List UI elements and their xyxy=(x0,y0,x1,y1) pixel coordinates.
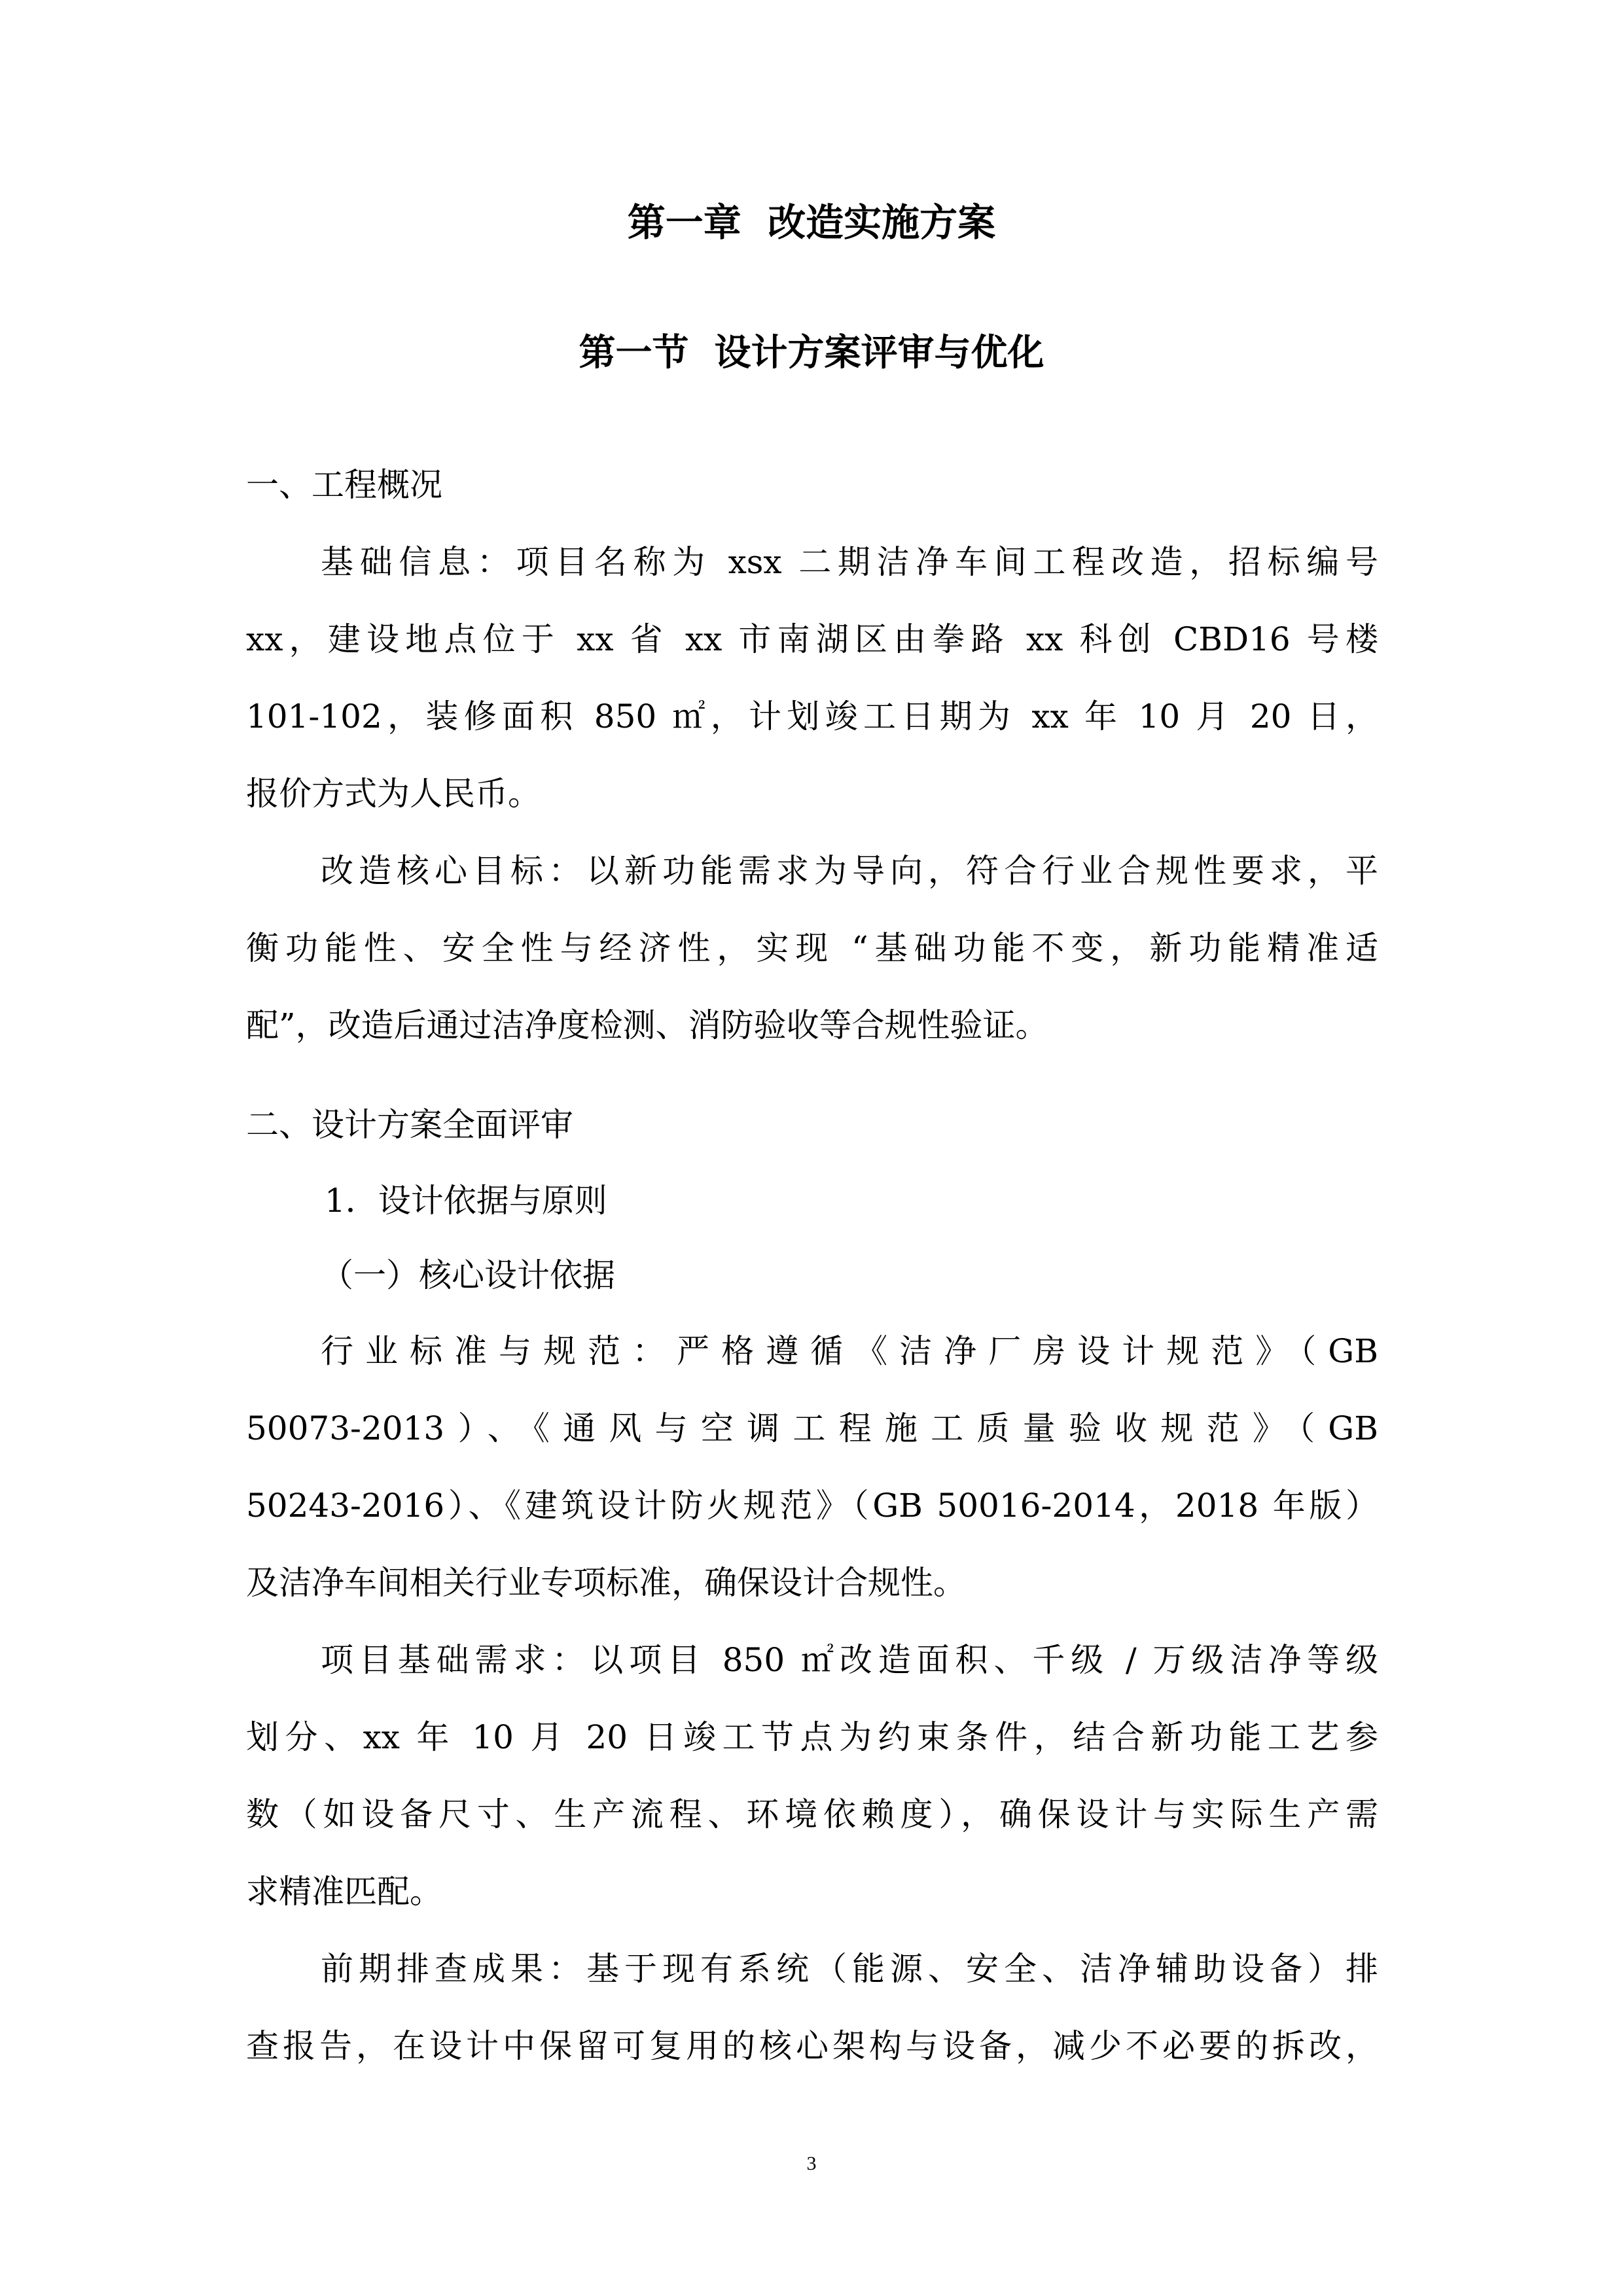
heading-design-review: 二、设计方案全面评审 xyxy=(246,1106,573,1144)
paragraph-survey-line: 查报告，在设计中保留可复用的核心架构与设备，减少不必要的拆改， xyxy=(246,2027,1378,2065)
subheading-design-basis: 1．设计依据与原则 xyxy=(325,1182,607,1220)
paragraph-requirements-line: 划分、xx 年 10 月 20 日竣工节点为约束条件，结合新功能工艺参 xyxy=(246,1718,1378,1756)
paragraph-requirements-line: 求精准匹配。 xyxy=(246,1873,442,1911)
paragraph-requirements-line: 数（如设备尺寸、生产流程、环境依赖度），确保设计与实际生产需 xyxy=(246,1795,1378,1833)
paragraph-basic-info-line: 101-102，装修面积 850 ㎡，计划竣工日期为 xx 年 10 月 20 日， xyxy=(246,698,1378,735)
paragraph-standards-line: 50243-2016）、《建筑设计防火规范》（GB 50016-2014，2018 年版） xyxy=(246,1487,1378,1525)
paragraph-requirements-line: 项目基础需求：以项目 850 ㎡改造面积、千级 / 万级洁净等级 xyxy=(321,1641,1378,1679)
paragraph-standards-line: 行业标准与规范：严格遵循《洁净厂房设计规范》（GB xyxy=(321,1332,1378,1370)
section-title: 第一节 设计方案评审与优化 xyxy=(579,332,1044,374)
paragraph-standards-line: 50073-2013）、《通风与空调工程施工质量验收规范》（GB xyxy=(246,1409,1378,1447)
chapter-title: 第一章 改造实施方案 xyxy=(627,200,996,245)
paragraph-standards-line: 及洁净车间相关行业专项标准，确保设计合规性。 xyxy=(246,1564,966,1602)
paragraph-basic-info-line: 报价方式为人民币。 xyxy=(246,775,541,813)
paragraph-basic-info-line: 基础信息：项目名称为 xsx 二期洁净车间工程改造，招标编号 xyxy=(321,543,1378,581)
paragraph-core-goal-line: 配”，改造后通过洁净度检测、消防验收等合规性验证。 xyxy=(246,1006,1048,1044)
paragraph-core-goal-line: 改造核心目标：以新功能需求为导向，符合行业合规性要求，平 xyxy=(321,852,1378,890)
paragraph-basic-info-line: xx，建设地点位于 xx 省 xx 市南湖区由拳路 xx 科创 CBD16 号楼 xyxy=(246,620,1378,658)
paragraph-survey-line: 前期排查成果：基于现有系统（能源、安全、洁净辅助设备）排 xyxy=(321,1950,1378,1988)
page-number: 3 xyxy=(806,2153,817,2174)
subheading-core-design-basis: （一）核心设计依据 xyxy=(321,1256,615,1294)
heading-engineering-overview: 一、工程概况 xyxy=(246,466,442,504)
paragraph-core-goal-line: 衡功能性、安全性与经济性，实现 “基础功能不变，新功能精准适 xyxy=(246,929,1378,967)
